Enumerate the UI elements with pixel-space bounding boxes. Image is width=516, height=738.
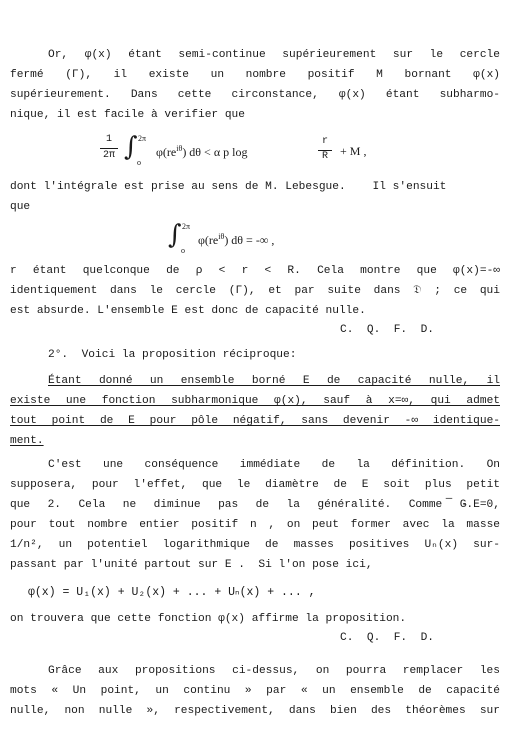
theorem-line3: tout point de E pour pôle négatif, sans devenir -∞ identique-	[10, 415, 500, 427]
eq1-body	[156, 144, 247, 160]
equation-3: φ(x) = U₁(x) + U₂(x) + ... + Uₙ(x) + ... ,	[28, 586, 316, 599]
para4-line4: pour tout nombre entier positif n , on peut former avec la masse	[10, 519, 500, 531]
eq1-r-den: R	[321, 151, 328, 162]
para4-line3: que 2. Cela ne diminue pas de la généralité. Comme ̅Ǥ.E=0,	[10, 499, 500, 511]
para4-line1: C'est une conséquence immédiate de la définition. On	[48, 459, 500, 471]
para5-line1: on trouvera que cette fonction φ(x) affirme la proposition.	[10, 613, 407, 625]
para6-line3: nulle, non nulle », respectivement, dans bien des théorèmes sur	[10, 705, 500, 717]
para2-line2: que	[10, 201, 31, 213]
eq2-exponent: iθ	[218, 232, 225, 241]
section-2-heading	[48, 348, 516, 362]
para4-line5: 1/n², un potentiel logarithmique de masses positives Uₙ(x) sur-	[10, 539, 500, 551]
eq2-integrand: φ(re	[198, 233, 219, 247]
section-number: 2°.	[48, 349, 69, 361]
eq1-integral-sign: ∫	[124, 132, 138, 162]
eq1-frac-bar	[100, 148, 118, 149]
eq1-integral-lower: o	[137, 158, 141, 167]
eq1-frac-num: 1	[105, 134, 112, 145]
para4-line2: supposera, pour l'effet, que le diamètre de E soit plus petit	[10, 479, 500, 491]
eq2-integral-sign: ∫	[168, 220, 182, 250]
eq1-integrand: φ(re	[156, 145, 177, 159]
para6-line2: mots « Un point, un continu » par « un ensemble de capacité	[10, 685, 500, 697]
para3-line3: est absurde. L'ensemble E est donc de capacité nulle.	[10, 305, 366, 317]
para6-line1: Grâce aux propositions ci-dessus, on pourra remplacer les	[48, 665, 500, 677]
eq2-body	[198, 232, 274, 248]
qed-mark-2: C. Q. F. D.	[340, 632, 434, 644]
theorem-line4: ment.	[10, 435, 44, 447]
para4-line6: passant par l'unité partout sur E . Si l'on pose ici,	[10, 559, 373, 571]
para3-line1: r étant quelconque de ρ < r < R. Cela montre que φ(x)=-∞	[10, 265, 500, 277]
para1-line2: fermé (Γ), il existe un nombre positif M bornant φ(x)	[10, 69, 500, 81]
para1-line1: Or, φ(x) étant semi-continue supérieurement sur le cercle	[48, 49, 500, 61]
theorem-line1: Étant donné un ensemble borné E de capacité nulle, il	[48, 375, 500, 387]
eq1-tail: + M ,	[340, 144, 367, 158]
eq1-frac-den: 2π	[102, 150, 115, 161]
eq2-rest: ) dθ = -∞ ,	[224, 233, 275, 247]
eq2-integral-lower: o	[181, 246, 185, 255]
qed-mark-1: C. Q. F. D.	[340, 324, 434, 336]
para3-line2: identiquement dans le cercle (Γ), et par suite dans 𝔇 ; ce qui	[10, 285, 500, 297]
eq2-integral-upper: 2π	[182, 222, 191, 231]
para1-line4: nique, il est facile à verifier que	[10, 109, 245, 121]
section-title: Voici la proposition réciproque:	[81, 349, 297, 361]
eq1-exponent: iθ	[176, 144, 183, 153]
theorem-line2: existe une fonction subharmonique φ(x), sauf à x=∞, qui admet	[10, 395, 500, 407]
para1-line3: supérieurement. Dans cette circonstance, φ(x) étant subharmo-	[10, 89, 500, 101]
eq1-r-num: r	[321, 136, 328, 147]
eq1-rest: ) dθ < α p log	[182, 145, 248, 159]
eq1-integral-upper: 2π	[138, 134, 147, 143]
para2-line1: dont l'intégrale est prise au sens de M. Lebesgue. Il s'ensuit	[10, 181, 447, 193]
